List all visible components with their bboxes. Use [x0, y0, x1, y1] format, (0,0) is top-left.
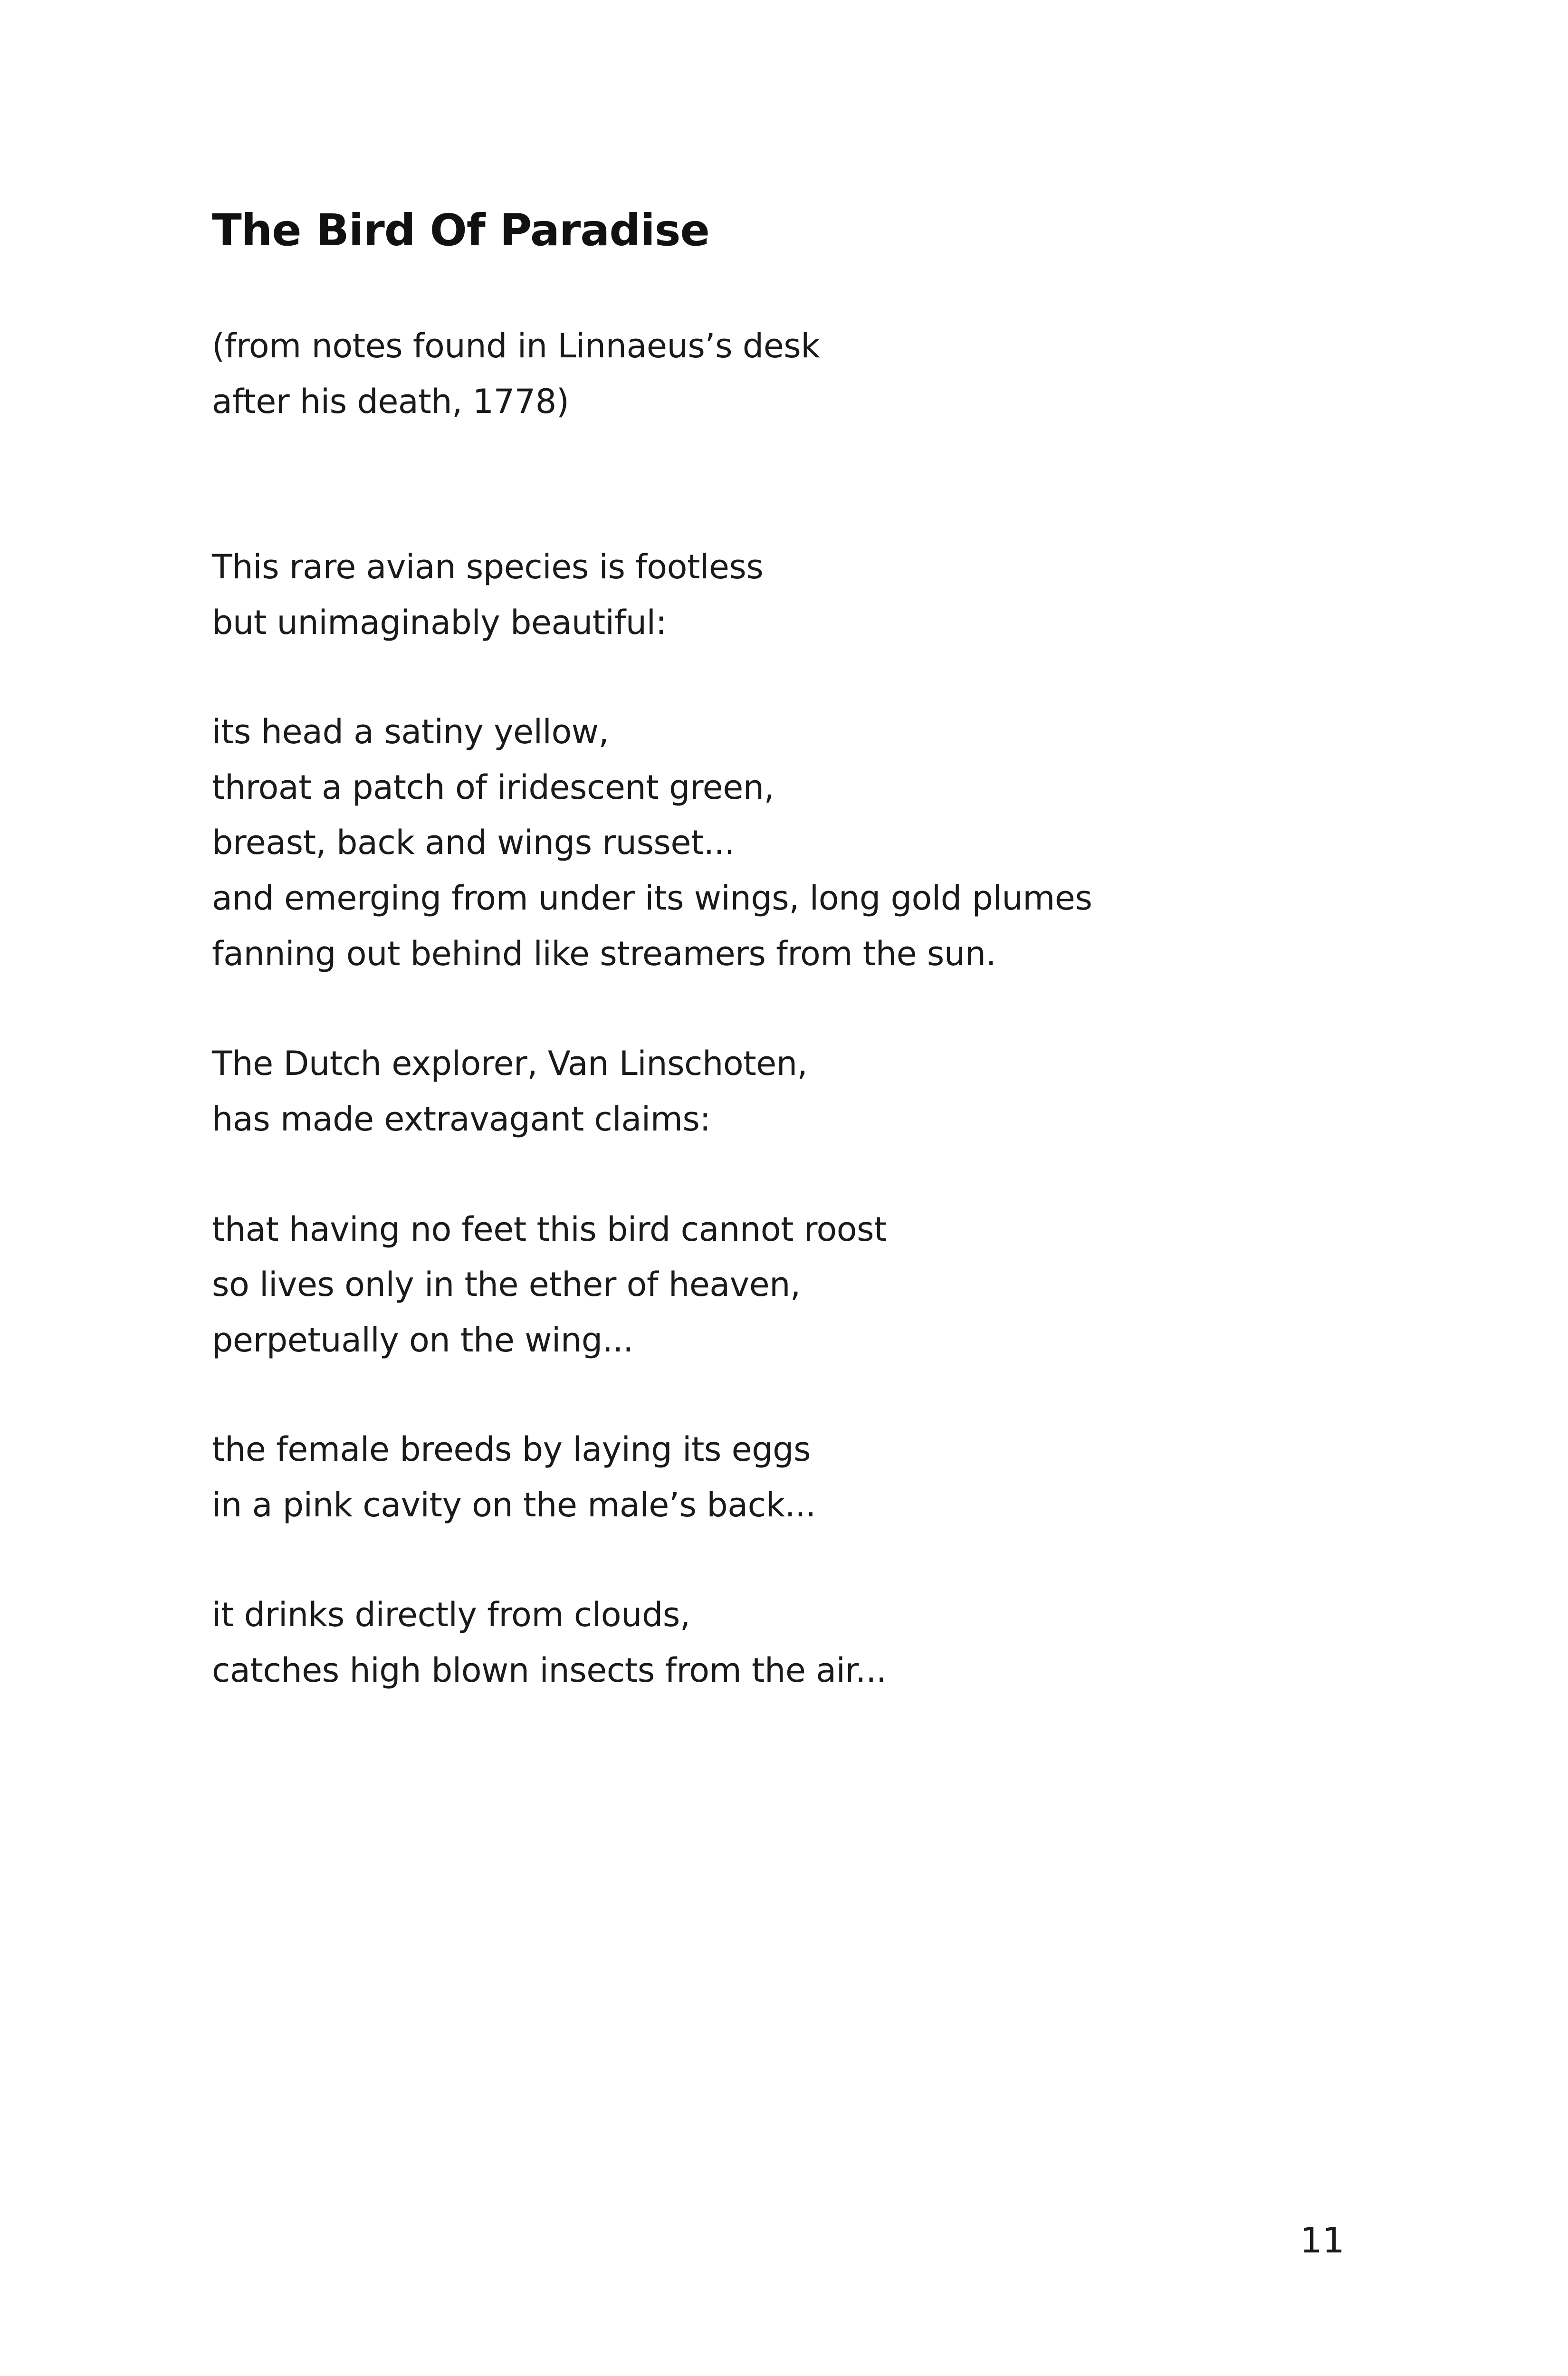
- page-number: 11: [1300, 2220, 1345, 2261]
- epigraph-line: after his death, 1778): [212, 382, 569, 421]
- poem-title: The Bird Of Paradise: [212, 205, 709, 256]
- poem-line: but unimaginably beautiful:: [212, 603, 667, 642]
- epigraph-line: (from notes found in Linnaeus’s desk: [212, 326, 820, 365]
- poem-line: This rare avian species is footless: [212, 547, 764, 586]
- poem-line: it drinks directly from clouds,: [212, 1595, 690, 1634]
- poem-line: The Dutch explorer, Van Linschoten,: [212, 1044, 808, 1083]
- poem-line: breast, back and wings russet...: [212, 823, 735, 862]
- poem-line: that having no feet this bird cannot roost: [212, 1210, 887, 1249]
- poem-line: perpetually on the wing...: [212, 1321, 633, 1360]
- poem-line: in a pink cavity on the male’s back...: [212, 1485, 816, 1524]
- poem-line: fanning out behind like streamers from the sun.: [212, 934, 996, 973]
- poem-line: has made extravagant claims:: [212, 1100, 711, 1139]
- poem-line: so lives only in the ether of heaven,: [212, 1265, 801, 1304]
- poem-line: throat a patch of iridescent green,: [212, 768, 774, 807]
- poem-line: its head a satiny yellow,: [212, 712, 609, 751]
- poem-line: the female breeds by laying its eggs: [212, 1430, 811, 1469]
- poem-line: catches high blown insects from the air...: [212, 1651, 887, 1690]
- poem-line: and emerging from under its wings, long gold plumes: [212, 879, 1092, 918]
